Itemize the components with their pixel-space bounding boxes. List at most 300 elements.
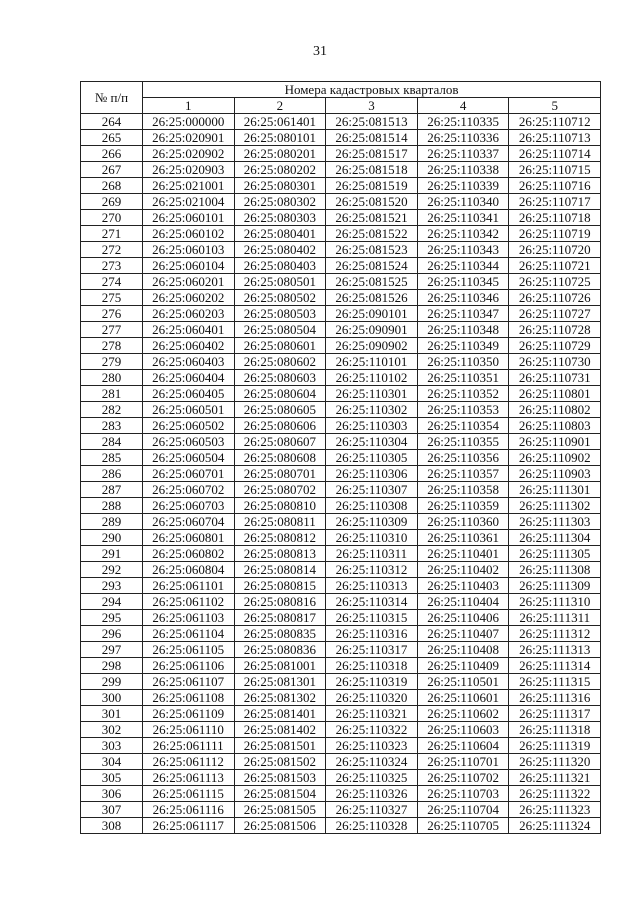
quarter-col-1: 26:25:060502 <box>143 418 235 434</box>
quarter-col-5: 26:25:111310 <box>509 594 601 610</box>
quarter-col-5: 26:25:110730 <box>509 354 601 370</box>
quarter-col-5: 26:25:111309 <box>509 578 601 594</box>
quarter-col-1: 26:25:060403 <box>143 354 235 370</box>
table-row <box>81 322 601 338</box>
quarter-col-5: 26:25:110720 <box>509 242 601 258</box>
quarter-col-4: 26:25:110361 <box>417 530 509 546</box>
row-number: 308 <box>81 818 143 834</box>
quarter-col-5: 26:25:110901 <box>509 434 601 450</box>
quarter-col-4: 26:25:110705 <box>417 818 509 834</box>
row-number: 298 <box>81 658 143 674</box>
quarter-col-1: 26:25:060101 <box>143 210 235 226</box>
quarter-col-3: 26:25:110303 <box>326 418 418 434</box>
quarter-col-3: 26:25:090902 <box>326 338 418 354</box>
quarter-col-1: 26:25:061108 <box>143 690 235 706</box>
quarter-col-2: 26:25:080606 <box>234 418 326 434</box>
quarter-col-3: 26:25:110311 <box>326 546 418 562</box>
rownum-header: № п/п <box>81 82 143 114</box>
quarter-col-2: 26:25:081502 <box>234 754 326 770</box>
quarter-col-5: 26:25:110714 <box>509 146 601 162</box>
table-row <box>81 178 601 194</box>
table-row <box>81 482 601 498</box>
table-row <box>81 498 601 514</box>
quarter-col-4: 26:25:110353 <box>417 402 509 418</box>
table-row <box>81 514 601 530</box>
quarter-col-5: 26:25:110713 <box>509 130 601 146</box>
row-number: 293 <box>81 578 143 594</box>
quarter-col-3: 26:25:110309 <box>326 514 418 530</box>
table-row <box>81 402 601 418</box>
quarter-col-2: 26:25:080301 <box>234 178 326 194</box>
quarter-col-1: 26:25:060701 <box>143 466 235 482</box>
row-number: 278 <box>81 338 143 354</box>
row-number: 265 <box>81 130 143 146</box>
row-number: 287 <box>81 482 143 498</box>
column-header-3: 3 <box>326 98 418 114</box>
row-number: 285 <box>81 450 143 466</box>
quarter-col-5: 26:25:110717 <box>509 194 601 210</box>
quarter-col-2: 26:25:080402 <box>234 242 326 258</box>
quarter-col-2: 26:25:080835 <box>234 626 326 642</box>
row-number: 267 <box>81 162 143 178</box>
quarter-col-3: 26:25:110308 <box>326 498 418 514</box>
quarter-col-1: 26:25:061101 <box>143 578 235 594</box>
row-number: 277 <box>81 322 143 338</box>
quarter-col-5: 26:25:111322 <box>509 786 601 802</box>
quarter-col-5: 26:25:111304 <box>509 530 601 546</box>
quarter-col-3: 26:25:110324 <box>326 754 418 770</box>
row-number: 302 <box>81 722 143 738</box>
quarter-col-1: 26:25:020901 <box>143 130 235 146</box>
quarter-col-1: 26:25:061106 <box>143 658 235 674</box>
quarter-col-1: 26:25:060802 <box>143 546 235 562</box>
quarter-col-2: 26:25:080302 <box>234 194 326 210</box>
quarter-col-4: 26:25:110604 <box>417 738 509 754</box>
quarter-col-3: 26:25:110322 <box>326 722 418 738</box>
quarter-col-5: 26:25:111317 <box>509 706 601 722</box>
quarter-col-1: 26:25:061111 <box>143 738 235 754</box>
quarter-col-4: 26:25:110352 <box>417 386 509 402</box>
row-number: 284 <box>81 434 143 450</box>
row-number: 272 <box>81 242 143 258</box>
quarter-col-4: 26:25:110358 <box>417 482 509 498</box>
quarter-col-3: 26:25:110305 <box>326 450 418 466</box>
quarter-col-1: 26:25:060203 <box>143 306 235 322</box>
table-row <box>81 450 601 466</box>
table-row <box>81 546 601 562</box>
quarter-col-4: 26:25:110355 <box>417 434 509 450</box>
table-row <box>81 258 601 274</box>
quarter-col-3: 26:25:110327 <box>326 802 418 818</box>
quarter-col-1: 26:25:060703 <box>143 498 235 514</box>
table-row <box>81 130 601 146</box>
quarter-col-3: 26:25:081526 <box>326 290 418 306</box>
quarter-col-2: 26:25:080303 <box>234 210 326 226</box>
table-row <box>81 818 601 834</box>
quarter-col-3: 26:25:081524 <box>326 258 418 274</box>
table-row <box>81 562 601 578</box>
quarter-col-2: 26:25:080702 <box>234 482 326 498</box>
table-row <box>81 274 601 290</box>
quarter-col-1: 26:25:061115 <box>143 786 235 802</box>
quarter-col-4: 26:25:110501 <box>417 674 509 690</box>
quarter-col-2: 26:25:081505 <box>234 802 326 818</box>
quarter-col-1: 26:25:061107 <box>143 674 235 690</box>
quarter-col-3: 26:25:110323 <box>326 738 418 754</box>
quarter-col-1: 26:25:021004 <box>143 194 235 210</box>
quarter-col-4: 26:25:110406 <box>417 610 509 626</box>
quarter-col-1: 26:25:060401 <box>143 322 235 338</box>
table-row <box>81 338 601 354</box>
quarter-col-5: 26:25:110716 <box>509 178 601 194</box>
quarter-col-5: 26:25:110728 <box>509 322 601 338</box>
quarter-col-3: 26:25:110102 <box>326 370 418 386</box>
quarter-col-4: 26:25:110407 <box>417 626 509 642</box>
quarter-col-1: 26:25:061117 <box>143 818 235 834</box>
row-number: 274 <box>81 274 143 290</box>
quarter-col-1: 26:25:020902 <box>143 146 235 162</box>
cadastral-quarters-table <box>80 81 601 834</box>
quarter-col-3: 26:25:110307 <box>326 482 418 498</box>
row-number: 304 <box>81 754 143 770</box>
row-number: 297 <box>81 642 143 658</box>
quarter-col-5: 26:25:111321 <box>509 770 601 786</box>
quarter-col-2: 26:25:080816 <box>234 594 326 610</box>
quarter-col-4: 26:25:110603 <box>417 722 509 738</box>
quarter-col-4: 26:25:110701 <box>417 754 509 770</box>
quarter-col-2: 26:25:080605 <box>234 402 326 418</box>
quarter-col-1: 26:25:061103 <box>143 610 235 626</box>
quarter-col-4: 26:25:110354 <box>417 418 509 434</box>
quarter-col-2: 26:25:080503 <box>234 306 326 322</box>
quarter-col-5: 26:25:110721 <box>509 258 601 274</box>
quarter-col-1: 26:25:060504 <box>143 450 235 466</box>
table-row <box>81 626 601 642</box>
quarter-col-5: 26:25:111308 <box>509 562 601 578</box>
table-row <box>81 226 601 242</box>
quarter-col-5: 26:25:110903 <box>509 466 601 482</box>
column-header-5: 5 <box>509 98 601 114</box>
quarter-col-5: 26:25:110902 <box>509 450 601 466</box>
quarter-col-5: 26:25:111305 <box>509 546 601 562</box>
quarter-col-2: 26:25:080811 <box>234 514 326 530</box>
quarter-col-5: 26:25:110727 <box>509 306 601 322</box>
row-number: 271 <box>81 226 143 242</box>
table-row <box>81 674 601 690</box>
table-row <box>81 530 601 546</box>
quarter-col-5: 26:25:110726 <box>509 290 601 306</box>
quarter-col-4: 26:25:110342 <box>417 226 509 242</box>
quarter-col-4: 26:25:110401 <box>417 546 509 562</box>
row-number: 303 <box>81 738 143 754</box>
quarter-col-2: 26:25:080701 <box>234 466 326 482</box>
quarter-col-1: 26:25:060102 <box>143 226 235 242</box>
quarter-col-2: 26:25:080608 <box>234 450 326 466</box>
quarter-col-5: 26:25:110712 <box>509 114 601 130</box>
quarter-col-4: 26:25:110403 <box>417 578 509 594</box>
quarter-col-4: 26:25:110409 <box>417 658 509 674</box>
quarter-col-5: 26:25:110729 <box>509 338 601 354</box>
row-number: 307 <box>81 802 143 818</box>
quarter-col-5: 26:25:111303 <box>509 514 601 530</box>
table-row <box>81 242 601 258</box>
quarter-col-3: 26:25:081522 <box>326 226 418 242</box>
row-number: 281 <box>81 386 143 402</box>
quarter-col-1: 26:25:000000 <box>143 114 235 130</box>
group-header: Номера кадастровых кварталов <box>143 82 601 98</box>
quarter-col-1: 26:25:060201 <box>143 274 235 290</box>
quarter-col-4: 26:25:110601 <box>417 690 509 706</box>
table-row <box>81 786 601 802</box>
table-row <box>81 114 601 130</box>
quarter-col-3: 26:25:110101 <box>326 354 418 370</box>
row-number: 300 <box>81 690 143 706</box>
quarter-col-4: 26:25:110341 <box>417 210 509 226</box>
table-row <box>81 770 601 786</box>
quarter-col-3: 26:25:110317 <box>326 642 418 658</box>
quarter-col-2: 26:25:080504 <box>234 322 326 338</box>
quarter-col-3: 26:25:110304 <box>326 434 418 450</box>
row-number: 266 <box>81 146 143 162</box>
quarter-col-4: 26:25:110404 <box>417 594 509 610</box>
quarter-col-4: 26:25:110704 <box>417 802 509 818</box>
quarter-col-3: 26:25:090901 <box>326 322 418 338</box>
row-number: 273 <box>81 258 143 274</box>
quarter-col-1: 26:25:060404 <box>143 370 235 386</box>
table-row <box>81 754 601 770</box>
quarter-col-4: 26:25:110348 <box>417 322 509 338</box>
quarter-col-2: 26:25:081503 <box>234 770 326 786</box>
quarter-col-1: 26:25:061116 <box>143 802 235 818</box>
quarter-col-4: 26:25:110359 <box>417 498 509 514</box>
quarter-col-5: 26:25:111323 <box>509 802 601 818</box>
quarter-col-1: 26:25:061104 <box>143 626 235 642</box>
quarter-col-2: 26:25:081504 <box>234 786 326 802</box>
row-number: 305 <box>81 770 143 786</box>
quarter-col-2: 26:25:081501 <box>234 738 326 754</box>
quarter-col-1: 26:25:061102 <box>143 594 235 610</box>
quarter-col-3: 26:25:081517 <box>326 146 418 162</box>
quarter-col-3: 26:25:081514 <box>326 130 418 146</box>
quarter-col-5: 26:25:110801 <box>509 386 601 402</box>
quarter-col-5: 26:25:110731 <box>509 370 601 386</box>
table-row <box>81 802 601 818</box>
quarter-col-4: 26:25:110351 <box>417 370 509 386</box>
table-row <box>81 658 601 674</box>
quarter-col-2: 26:25:080836 <box>234 642 326 658</box>
quarter-col-3: 26:25:110320 <box>326 690 418 706</box>
quarter-col-1: 26:25:060503 <box>143 434 235 450</box>
quarter-col-3: 26:25:110319 <box>326 674 418 690</box>
row-number: 294 <box>81 594 143 610</box>
quarter-col-4: 26:25:110602 <box>417 706 509 722</box>
table-row <box>81 690 601 706</box>
row-number: 290 <box>81 530 143 546</box>
quarter-col-1: 26:25:060202 <box>143 290 235 306</box>
quarter-col-2: 26:25:080201 <box>234 146 326 162</box>
column-header-2: 2 <box>234 98 326 114</box>
quarter-col-1: 26:25:020903 <box>143 162 235 178</box>
quarter-col-4: 26:25:110408 <box>417 642 509 658</box>
quarter-col-3: 26:25:110312 <box>326 562 418 578</box>
quarter-col-4: 26:25:110344 <box>417 258 509 274</box>
quarter-col-5: 26:25:111324 <box>509 818 601 834</box>
quarter-col-5: 26:25:110715 <box>509 162 601 178</box>
quarter-col-4: 26:25:110347 <box>417 306 509 322</box>
row-number: 282 <box>81 402 143 418</box>
quarter-col-4: 26:25:110350 <box>417 354 509 370</box>
quarter-col-4: 26:25:110356 <box>417 450 509 466</box>
quarter-col-1: 26:25:061109 <box>143 706 235 722</box>
quarter-col-3: 26:25:081523 <box>326 242 418 258</box>
table-row <box>81 370 601 386</box>
row-number: 275 <box>81 290 143 306</box>
quarter-col-4: 26:25:110349 <box>417 338 509 354</box>
quarter-col-3: 26:25:110326 <box>326 786 418 802</box>
table-row <box>81 610 601 626</box>
quarter-col-3: 26:25:081518 <box>326 162 418 178</box>
quarter-col-4: 26:25:110343 <box>417 242 509 258</box>
quarter-col-5: 26:25:110803 <box>509 418 601 434</box>
row-number: 269 <box>81 194 143 210</box>
table-body <box>81 114 601 834</box>
quarter-col-5: 26:25:111301 <box>509 482 601 498</box>
quarter-col-2: 26:25:080601 <box>234 338 326 354</box>
quarter-col-3: 26:25:110310 <box>326 530 418 546</box>
row-number: 280 <box>81 370 143 386</box>
quarter-col-4: 26:25:110357 <box>417 466 509 482</box>
quarter-col-2: 26:25:080502 <box>234 290 326 306</box>
quarter-col-1: 26:25:061110 <box>143 722 235 738</box>
table-row <box>81 706 601 722</box>
quarter-col-4: 26:25:110402 <box>417 562 509 578</box>
quarter-col-5: 26:25:110719 <box>509 226 601 242</box>
quarter-col-5: 26:25:111320 <box>509 754 601 770</box>
table-row <box>81 162 601 178</box>
quarter-col-1: 26:25:060405 <box>143 386 235 402</box>
quarter-col-3: 26:25:110328 <box>326 818 418 834</box>
row-number: 283 <box>81 418 143 434</box>
table-row <box>81 738 601 754</box>
quarter-col-5: 26:25:111315 <box>509 674 601 690</box>
quarter-col-3: 26:25:110314 <box>326 594 418 610</box>
quarter-col-4: 26:25:110340 <box>417 194 509 210</box>
quarter-col-4: 26:25:110360 <box>417 514 509 530</box>
quarter-col-2: 26:25:080602 <box>234 354 326 370</box>
row-number: 296 <box>81 626 143 642</box>
row-number: 279 <box>81 354 143 370</box>
row-number: 289 <box>81 514 143 530</box>
row-number: 292 <box>81 562 143 578</box>
quarter-col-3: 26:25:081521 <box>326 210 418 226</box>
quarter-col-3: 26:25:081519 <box>326 178 418 194</box>
quarter-col-3: 26:25:090101 <box>326 306 418 322</box>
quarter-col-5: 26:25:111302 <box>509 498 601 514</box>
page-number: 31 <box>313 44 327 59</box>
quarter-col-5: 26:25:110802 <box>509 402 601 418</box>
table-row <box>81 306 601 322</box>
quarter-col-5: 26:25:111311 <box>509 610 601 626</box>
quarter-col-2: 26:25:081001 <box>234 658 326 674</box>
column-header-1: 1 <box>143 98 235 114</box>
row-number: 306 <box>81 786 143 802</box>
row-number: 295 <box>81 610 143 626</box>
quarter-col-2: 26:25:080607 <box>234 434 326 450</box>
table-row <box>81 210 601 226</box>
quarter-col-5: 26:25:111314 <box>509 658 601 674</box>
quarter-col-3: 26:25:081520 <box>326 194 418 210</box>
quarter-col-2: 26:25:080817 <box>234 610 326 626</box>
row-number: 299 <box>81 674 143 690</box>
quarter-col-1: 26:25:060402 <box>143 338 235 354</box>
quarter-col-2: 26:25:080813 <box>234 546 326 562</box>
quarter-col-5: 26:25:111318 <box>509 722 601 738</box>
row-number: 276 <box>81 306 143 322</box>
quarter-col-4: 26:25:110339 <box>417 178 509 194</box>
quarter-col-2: 26:25:081401 <box>234 706 326 722</box>
quarter-col-4: 26:25:110703 <box>417 786 509 802</box>
table-row <box>81 354 601 370</box>
quarter-col-4: 26:25:110346 <box>417 290 509 306</box>
row-number: 288 <box>81 498 143 514</box>
quarter-col-3: 26:25:081525 <box>326 274 418 290</box>
quarter-col-4: 26:25:110337 <box>417 146 509 162</box>
quarter-col-1: 26:25:060103 <box>143 242 235 258</box>
quarter-col-2: 26:25:080403 <box>234 258 326 274</box>
row-number: 291 <box>81 546 143 562</box>
quarter-col-3: 26:25:110302 <box>326 402 418 418</box>
table-row <box>81 594 601 610</box>
quarter-col-4: 26:25:110336 <box>417 130 509 146</box>
quarter-col-2: 26:25:080814 <box>234 562 326 578</box>
quarter-col-2: 26:25:080604 <box>234 386 326 402</box>
quarter-col-3: 26:25:110325 <box>326 770 418 786</box>
quarter-col-3: 26:25:110306 <box>326 466 418 482</box>
quarter-col-2: 26:25:080810 <box>234 498 326 514</box>
quarter-col-3: 26:25:081513 <box>326 114 418 130</box>
table-row <box>81 642 601 658</box>
quarter-col-2: 26:25:080603 <box>234 370 326 386</box>
column-header-4: 4 <box>417 98 509 114</box>
quarter-col-2: 26:25:081301 <box>234 674 326 690</box>
row-number: 268 <box>81 178 143 194</box>
quarter-col-3: 26:25:110313 <box>326 578 418 594</box>
quarter-col-2: 26:25:080401 <box>234 226 326 242</box>
quarter-col-5: 26:25:110725 <box>509 274 601 290</box>
row-number: 286 <box>81 466 143 482</box>
quarter-col-5: 26:25:110718 <box>509 210 601 226</box>
quarter-col-3: 26:25:110318 <box>326 658 418 674</box>
quarter-col-2: 26:25:080812 <box>234 530 326 546</box>
table-header <box>81 82 601 114</box>
quarter-col-2: 26:25:080501 <box>234 274 326 290</box>
quarter-col-3: 26:25:110301 <box>326 386 418 402</box>
quarter-col-2: 26:25:081402 <box>234 722 326 738</box>
row-number: 264 <box>81 114 143 130</box>
table-row <box>81 146 601 162</box>
quarter-col-1: 26:25:060704 <box>143 514 235 530</box>
table-row <box>81 466 601 482</box>
quarter-col-4: 26:25:110345 <box>417 274 509 290</box>
quarter-col-3: 26:25:110321 <box>326 706 418 722</box>
quarter-col-4: 26:25:110702 <box>417 770 509 786</box>
quarter-col-4: 26:25:110338 <box>417 162 509 178</box>
quarter-col-3: 26:25:110316 <box>326 626 418 642</box>
quarter-col-5: 26:25:111319 <box>509 738 601 754</box>
quarter-col-4: 26:25:110335 <box>417 114 509 130</box>
table-row <box>81 418 601 434</box>
quarter-col-1: 26:25:021001 <box>143 178 235 194</box>
